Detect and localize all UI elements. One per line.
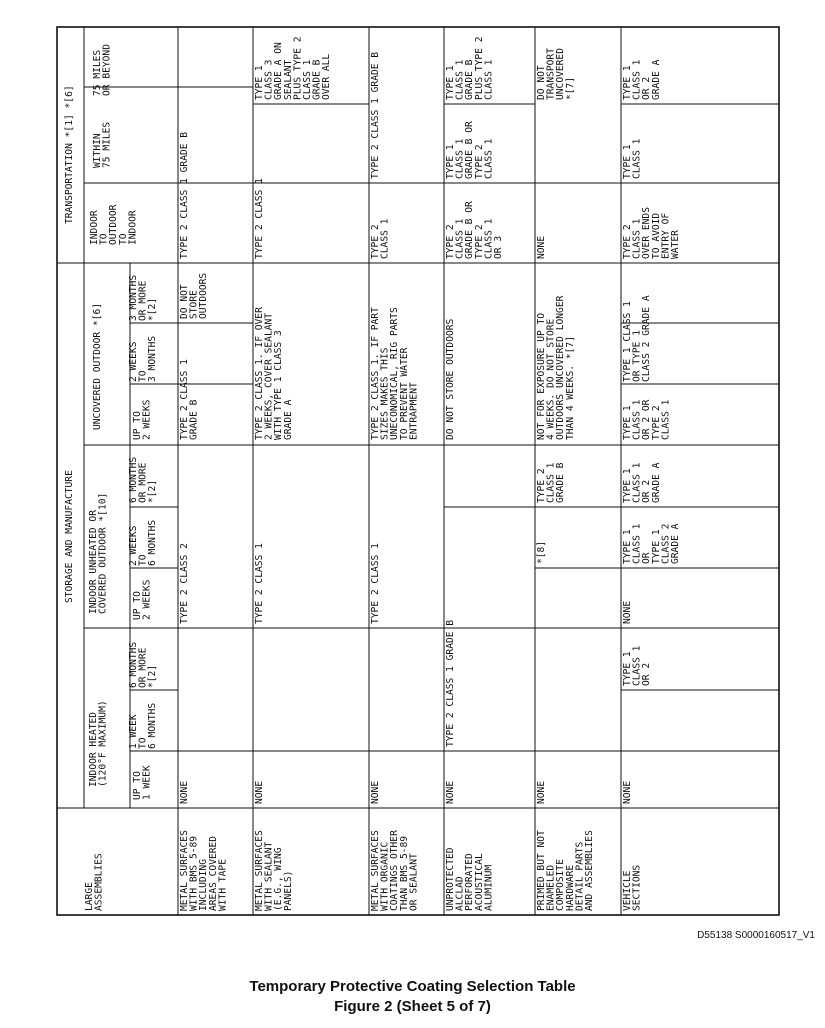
row2-uncovered-line: WITH TYPE 1 CLASS 3 xyxy=(273,330,285,440)
row4-heated-line: NONE xyxy=(445,780,456,804)
row2-assembly-line: WITH SEALANT xyxy=(263,841,275,911)
row6-heated-line: NONE xyxy=(622,780,633,804)
row6-uncovered-long-line: OR TYPE 1 xyxy=(631,330,643,382)
row6-transport-indoor-line: OVER ENDS xyxy=(641,207,653,259)
header-2-weeks-6-months-line: 6 MONTHS xyxy=(147,519,159,566)
row5-heated-line: NONE xyxy=(536,780,547,804)
row3-heated-line: NONE xyxy=(370,780,381,804)
row6-transport-beyond-line: GRADE A xyxy=(650,59,662,100)
row4-heated-unheated-line: TYPE 2 CLASS 1 GRADE B xyxy=(445,619,456,747)
row3-assembly-line: METAL SURFACES xyxy=(370,830,381,911)
row6-heated-long-line: CLASS 1 xyxy=(631,645,643,686)
row5-transport-indoor-line: NONE xyxy=(536,235,547,259)
header-up-to-2-weeks-line: UP TO xyxy=(132,411,143,440)
row6-transport-indoor-line: CLASS 1 xyxy=(631,218,643,259)
header-6-months-more-line: OR MORE xyxy=(137,647,149,688)
row6-transport-indoor-line: WATER xyxy=(670,230,681,259)
row2-assembly-line: METAL SURFACES xyxy=(254,830,265,911)
row5-transport-within-beyond-line: DO NOT xyxy=(536,65,547,100)
row4-transport-beyond-line: CLASS 1 xyxy=(483,59,495,100)
row4-transport-beyond-line: CLASS 1 xyxy=(454,59,466,100)
row6-uncovered-long-line: CLASS 2 GRADE A xyxy=(641,295,653,382)
row1-assembly-line: WITH BMS 5-89 xyxy=(188,835,200,911)
row3-unheated-line: TYPE 2 CLASS 1 xyxy=(370,543,381,624)
row3-transport-indoor-line: TYPE 2 xyxy=(370,224,381,259)
header-indoor-unheated-line: INDOOR UNHEATED OR xyxy=(88,510,99,614)
header-transportation-line: TRANSPORTATION *[1] *[6] xyxy=(64,85,75,224)
row6-uncovered-short-line: CLASS 1 xyxy=(631,399,643,440)
header-indoor-outdoor-indoor-line: OUTDOOR xyxy=(108,204,120,245)
row4-transport-beyond-line: TYPE 1 xyxy=(445,65,456,100)
row6-transport-indoor-line: TYPE 2 xyxy=(622,224,633,259)
caption-sheet: Figure 2 (Sheet 5 of 7) xyxy=(334,998,491,1015)
row6-unheated-mid-line: OR xyxy=(641,552,653,564)
row1-uncovered-line: TYPE 2 CLASS 1 xyxy=(179,359,190,440)
row6-uncovered-short-line: OR 2 OR xyxy=(641,399,653,440)
header-within-75-miles-line: WITHIN xyxy=(92,133,103,168)
row6-unheated-long-line: OR 2 xyxy=(641,479,653,503)
figure-caption xyxy=(0,977,825,1017)
row4-uncovered-line: DO NOT STORE OUTDOORS xyxy=(445,318,456,440)
row4-transport-within-line: GRADE B OR xyxy=(464,121,476,179)
row5-assembly-line: PRIMED BUT NOT xyxy=(536,830,547,911)
row4-transport-beyond-line: PLUS TYPE 2 xyxy=(473,36,485,100)
row6-unheated-mid-line: TYPE 1 xyxy=(622,529,633,564)
row5-assembly-line: ENAMELED xyxy=(545,864,557,911)
row1-uncovered-3-months-line: DO NOT xyxy=(179,284,190,319)
row6-unheated-short-line: NONE xyxy=(622,600,633,624)
header-3-months-more-line: *[2] xyxy=(147,297,159,321)
row5-unheated-long-line: TYPE 2 xyxy=(536,468,547,503)
row4-transport-beyond-line: GRADE B xyxy=(464,59,476,100)
row1-unheated-line: TYPE 2 CLASS 2 xyxy=(179,543,190,624)
row4-assembly-line: ACOUSTICAL xyxy=(473,853,485,911)
row1-uncovered-3-months-line: STORE xyxy=(188,290,200,319)
header-6-months-more-line: 6 MONTHS xyxy=(128,456,139,503)
caption-title: Temporary Protective Coating Selection Table xyxy=(249,978,576,995)
row3-assembly-line: WITH ORGANIC xyxy=(379,841,391,911)
row3-uncovered-line: SIZES MAKES THIS xyxy=(379,347,391,440)
row6-uncovered-long-line: TYPE 1 CLASS 1 xyxy=(622,301,633,382)
header-75-miles-beyond-line: OR BEYOND xyxy=(101,44,113,96)
header-2-weeks-6-months-line: TO xyxy=(137,554,149,566)
header-indoor-heated-line: INDOOR HEATED xyxy=(88,711,99,787)
row1-uncovered-line: GRADE B xyxy=(188,399,200,440)
row4-assembly-line: ALCLAD xyxy=(454,876,466,911)
row4-transport-indoor-line: TYPE 2 xyxy=(473,224,485,259)
row2-uncovered-line: GRADE A xyxy=(282,399,294,440)
row6-unheated-long-line: GRADE A xyxy=(650,462,662,503)
row4-assembly-line: UNPROTECTED xyxy=(445,847,456,911)
row3-uncovered-line: UNECONOMICAL, RIG PARTS xyxy=(389,307,401,440)
row2-heated-line: NONE xyxy=(254,780,265,804)
row6-unheated-long-line: CLASS 1 xyxy=(631,462,643,503)
header-up-to-1-week-line: 1 WEEK xyxy=(141,765,153,800)
header-up-to-1-week-line: UP TO xyxy=(132,771,143,800)
row3-uncovered-line: TYPE 2 CLASS 1. IF PART xyxy=(370,307,381,440)
row4-transport-indoor-line: GRADE B OR xyxy=(464,201,476,259)
row6-unheated-mid-line: CLASS 1 xyxy=(631,523,643,564)
header-6-months-more-line: OR MORE xyxy=(137,462,149,503)
row2-transport-beyond-line: GRADE A ON xyxy=(273,42,285,100)
header-within-75-miles-line: 75 MILES xyxy=(101,121,113,168)
row2-unheated-line: TYPE 2 CLASS 1 xyxy=(254,543,265,624)
row6-transport-within-line: TYPE 1 xyxy=(622,144,633,179)
row2-assembly-line: (E.G., WING xyxy=(273,847,285,911)
header-uncovered-outdoor-line: UNCOVERED OUTDOOR *[6] xyxy=(92,302,103,430)
header-6-months-more-line: *[2] xyxy=(147,479,159,503)
row6-unheated-mid-line: CLASS 2 xyxy=(660,523,672,564)
header-indoor-outdoor-indoor-line: TO xyxy=(98,233,110,245)
header-6-months-more-line: 6 MONTHS xyxy=(128,641,139,688)
row5-unheated-mid-line: *[8] xyxy=(536,540,547,564)
row6-heated-long-line: OR 2 xyxy=(641,662,653,686)
header-1-week-6-months-line: 6 MONTHS xyxy=(147,702,159,749)
row4-transport-within-line: TYPE 1 xyxy=(445,144,456,179)
header-indoor-outdoor-indoor-line: TO xyxy=(117,233,129,245)
row6-transport-indoor-line: ENTRY OF xyxy=(660,212,672,259)
row2-transport-beyond-line: OVER ALL xyxy=(321,53,333,100)
header-up-to-2-weeks-line: 2 WEEKS xyxy=(141,399,153,440)
row5-uncovered-line: 4 WEEKS. DO NOT STORE xyxy=(545,318,557,440)
row2-transport-beyond-line: PLUS TYPE 2 xyxy=(292,36,304,100)
row1-uncovered-3-months-line: OUTDOORS xyxy=(198,272,210,319)
row5-assembly-line: COMPOSITE xyxy=(555,859,567,911)
header-large-assemblies-line: LARGE xyxy=(84,882,95,911)
row4-transport-indoor-line: CLASS 1 xyxy=(454,218,466,259)
header-up-to-2-weeks-line: UP TO xyxy=(132,591,143,620)
row1-transportation-line: TYPE 2 CLASS 1 GRADE B xyxy=(179,131,190,259)
header-1-week-6-months-line: 1 WEEK xyxy=(128,714,139,749)
row4-transport-within-line: CLASS 1 xyxy=(454,138,466,179)
row4-transport-indoor-line: CLASS 1 xyxy=(483,218,495,259)
row4-transport-within-line: TYPE 2 xyxy=(473,144,485,179)
table-grid xyxy=(57,27,779,915)
row2-uncovered-line: TYPE 2 CLASS 1. IF OVER xyxy=(254,307,265,440)
header-indoor-heated-line: (120°F MAXIMUM) xyxy=(97,700,109,787)
row3-transport-indoor-line: CLASS 1 xyxy=(379,218,391,259)
row5-assembly-line: AND ASSEMBLIES xyxy=(584,830,595,911)
row6-uncovered-short-line: CLASS 1 xyxy=(660,399,672,440)
header-2-weeks-3-months-line: 2 WEEKS xyxy=(128,341,139,382)
header-indoor-outdoor-indoor-line: INDOOR xyxy=(89,210,100,245)
row1-assembly-line: METAL SURFACES xyxy=(179,830,190,911)
row6-unheated-mid-line: GRADE A xyxy=(670,523,681,564)
row6-unheated-long-line: TYPE 1 xyxy=(622,468,633,503)
row6-transport-within-line: CLASS 1 xyxy=(631,138,643,179)
row5-unheated-long-line: CLASS 1 xyxy=(545,462,557,503)
header-2-weeks-3-months-line: 3 MONTHS xyxy=(147,335,159,382)
row4-transport-indoor-line: OR 3 xyxy=(493,235,504,259)
row6-transport-beyond-line: CLASS 1 xyxy=(631,59,643,100)
header-2-weeks-3-months-line: TO xyxy=(137,370,149,382)
row6-heated-long-line: TYPE 1 xyxy=(622,651,633,686)
row5-uncovered-line: THAN 4 WEEKS. *[7] xyxy=(564,336,576,440)
header-large-assemblies-line: ASSEMBLIES xyxy=(93,853,105,911)
row2-transport-beyond-line: CLASS 3 xyxy=(263,59,275,100)
document-id: D55138 S0000160517_V1 xyxy=(697,930,815,941)
row4-transport-within-line: CLASS 1 xyxy=(483,138,495,179)
row6-assembly-line: SECTIONS xyxy=(631,864,643,911)
row4-assembly-line: ALUMINUM xyxy=(483,864,495,911)
row2-transport-beyond-line: CLASS 1 xyxy=(302,59,313,100)
row3-uncovered-line: ENTRAPMENT xyxy=(408,382,420,440)
header-indoor-outdoor-indoor-line: INDOOR xyxy=(127,210,139,245)
row6-uncovered-short-line: TYPE 1 xyxy=(622,405,633,440)
row5-assembly-line: DETAIL PARTS xyxy=(574,841,586,911)
table-cell-text xyxy=(64,36,681,911)
row3-assembly-line: OR SEALANT xyxy=(408,853,420,911)
row4-assembly-line: PERFORATED xyxy=(464,853,476,911)
row6-assembly-line: VEHICLE xyxy=(622,870,633,911)
row5-unheated-long-line: GRADE B xyxy=(555,462,567,503)
row2-uncovered-line: 2 WEEKS, COVER SEALANT xyxy=(263,312,275,440)
row6-uncovered-short-line: TYPE 2 xyxy=(650,405,662,440)
row3-assembly-line: THAN BMS 5-89 xyxy=(398,835,410,911)
row2-transport-line: TYPE 2 CLASS 1 xyxy=(254,178,265,259)
row5-uncovered-line: NOT FOR EXPOSURE UP TO xyxy=(536,312,547,440)
row1-assembly-line: INCLUDING xyxy=(198,859,210,911)
row3-assembly-line: COATINGS OTHER xyxy=(389,830,401,911)
row5-assembly-line: HARDWARE xyxy=(564,864,576,911)
row2-transport-beyond-line: TYPE 1 xyxy=(254,65,265,100)
row1-assembly-line: WITH TAPE xyxy=(217,859,229,911)
row5-transport-within-beyond-line: UNCOVERED xyxy=(555,48,567,100)
row3-transport-within-beyond-line: TYPE 2 CLASS 1 GRADE B xyxy=(370,51,381,179)
row1-heated-line: NONE xyxy=(179,780,190,804)
header-75-miles-beyond-line: 75 MILES xyxy=(92,49,103,96)
header-indoor-unheated-line: COVERED OUTDOOR *[10] xyxy=(97,492,109,614)
header-3-months-more-line: OR MORE xyxy=(137,280,149,321)
row1-assembly-line: AREAS COVERED xyxy=(207,835,219,911)
row5-transport-within-beyond-line: TRANSPORT xyxy=(545,48,557,100)
row6-transport-indoor-line: TO AVOID xyxy=(650,212,662,259)
row6-transport-beyond-line: TYPE 1 xyxy=(622,65,633,100)
row4-transport-indoor-line: TYPE 2 xyxy=(445,224,456,259)
row2-assembly-line: PANELS) xyxy=(282,870,294,911)
row2-transport-beyond-line: SEALANT xyxy=(282,59,294,100)
header-2-weeks-6-months-line: 2 WEEKS xyxy=(128,525,139,566)
row2-transport-beyond-line: GRADE B xyxy=(311,59,323,100)
row6-transport-beyond-line: OR 2 xyxy=(641,76,653,100)
row6-unheated-mid-line: TYPE 1 xyxy=(650,529,662,564)
row5-transport-within-beyond-line: *[7] xyxy=(564,76,576,100)
row5-uncovered-line: OUTDOORS UNCOVERED LONGER xyxy=(555,295,567,440)
row3-uncovered-line: TO PREVENT WATER xyxy=(398,347,410,440)
header-storage-manufacture-line: STORAGE AND MANUFACTURE xyxy=(64,470,75,603)
header-1-week-6-months-line: TO xyxy=(137,737,149,749)
header-6-months-more-line: *[2] xyxy=(147,664,159,688)
header-3-months-more-line: 3 MONTHS xyxy=(128,274,139,321)
header-up-to-2-weeks-line: 2 WEEKS xyxy=(141,579,153,620)
